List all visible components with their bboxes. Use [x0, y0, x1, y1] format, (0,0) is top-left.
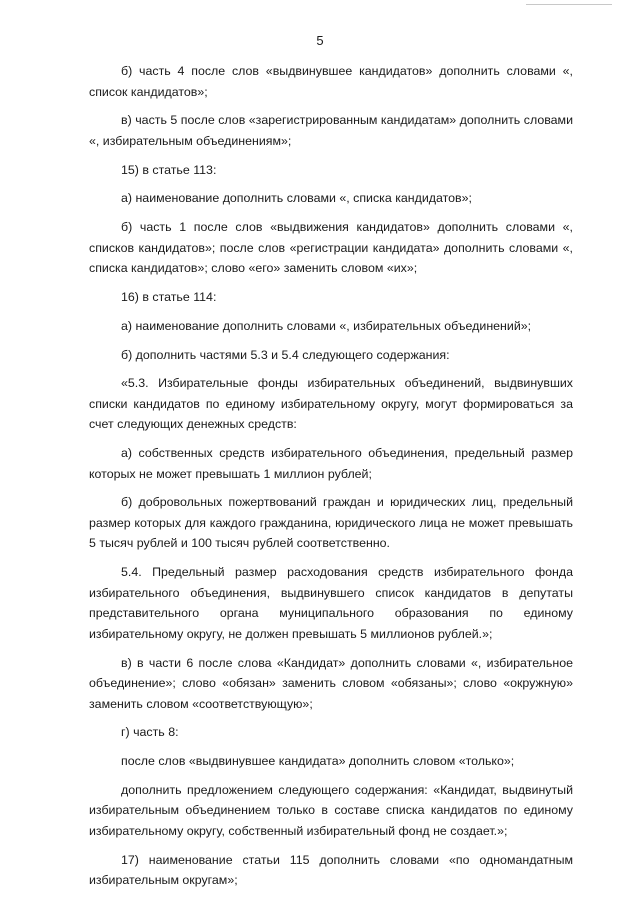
paragraph: г) часть 8: [121, 725, 179, 740]
paragraph: 15) в статье 113: [121, 162, 217, 177]
paragraph: б) часть 1 после слов «выдвижения кандидатов» дополнить словами «, списков кандидатов»; после слов «регистрации кандидата» дополнить словами «, списка кандидатов»; слово «его» заменить словом «их»; [89, 220, 573, 276]
paragraph: б) добровольных пожертвований граждан и юридических лиц, предельный размер которых для каждого гражданина, юридического лица не может превышать 5 тысяч рублей и 100 тысяч рублей соответственно. [89, 495, 573, 551]
paragraph: 16) в статье 114: [121, 289, 217, 304]
document-body [89, 61, 573, 899]
scan-corner-mark [526, 0, 612, 5]
page-number: 5 [316, 33, 324, 48]
paragraph: 5.4. Предельный размер расходования средств избирательного фонда избирательного объединения, выдвинувшего список кандидатов в депутаты представительного органа муниципального образования по единому избирательному округу, не должен превышать 5 миллионов рублей.»; [89, 565, 573, 641]
paragraph: а) наименование дополнить словами «, списка кандидатов»; [121, 191, 472, 206]
paragraph: после слов «выдвинувшее кандидата» дополнить словом «только»; [121, 754, 515, 769]
paragraph: а) наименование дополнить словами «, избирательных объединений»; [121, 318, 532, 333]
paragraph: б) часть 4 после слов «выдвинувшее кандидатов» дополнить словами «, список кандидатов»; [89, 64, 573, 99]
paragraph: дополнить предложением следующего содержания: «Кандидат, выдвинутый избирательным объединением только в составе списка кандидатов по единому избирательному округу, собственный избирательный фонд не создает.»; [89, 782, 573, 838]
paragraph: в) часть 5 после слов «зарегистрированным кандидатам» дополнить словами «, избирательным объединениям»; [89, 113, 573, 148]
paragraph: «5.3. Избирательные фонды избирательных объединений, выдвинувших списки кандидатов по единому избирательному округу, могут формироваться за счет следующих денежных средств: [89, 376, 573, 432]
paragraph: б) дополнить частями 5.3 и 5.4 следующего содержания: [121, 347, 450, 362]
paragraph: 17) наименование статьи 115 дополнить словами «по одномандатным избирательным округам»; [89, 852, 573, 888]
paragraph: в) в части 6 после слова «Кандидат» дополнить словами «, избирательное объединение»; слово «обязан» заменить словом «обязаны»; слово «окружную» заменить словом «соответствующую»; [89, 655, 573, 711]
paragraph: а) собственных средств избирательного объединения, предельный размер которых не может превышать 1 миллион рублей; [89, 446, 573, 481]
